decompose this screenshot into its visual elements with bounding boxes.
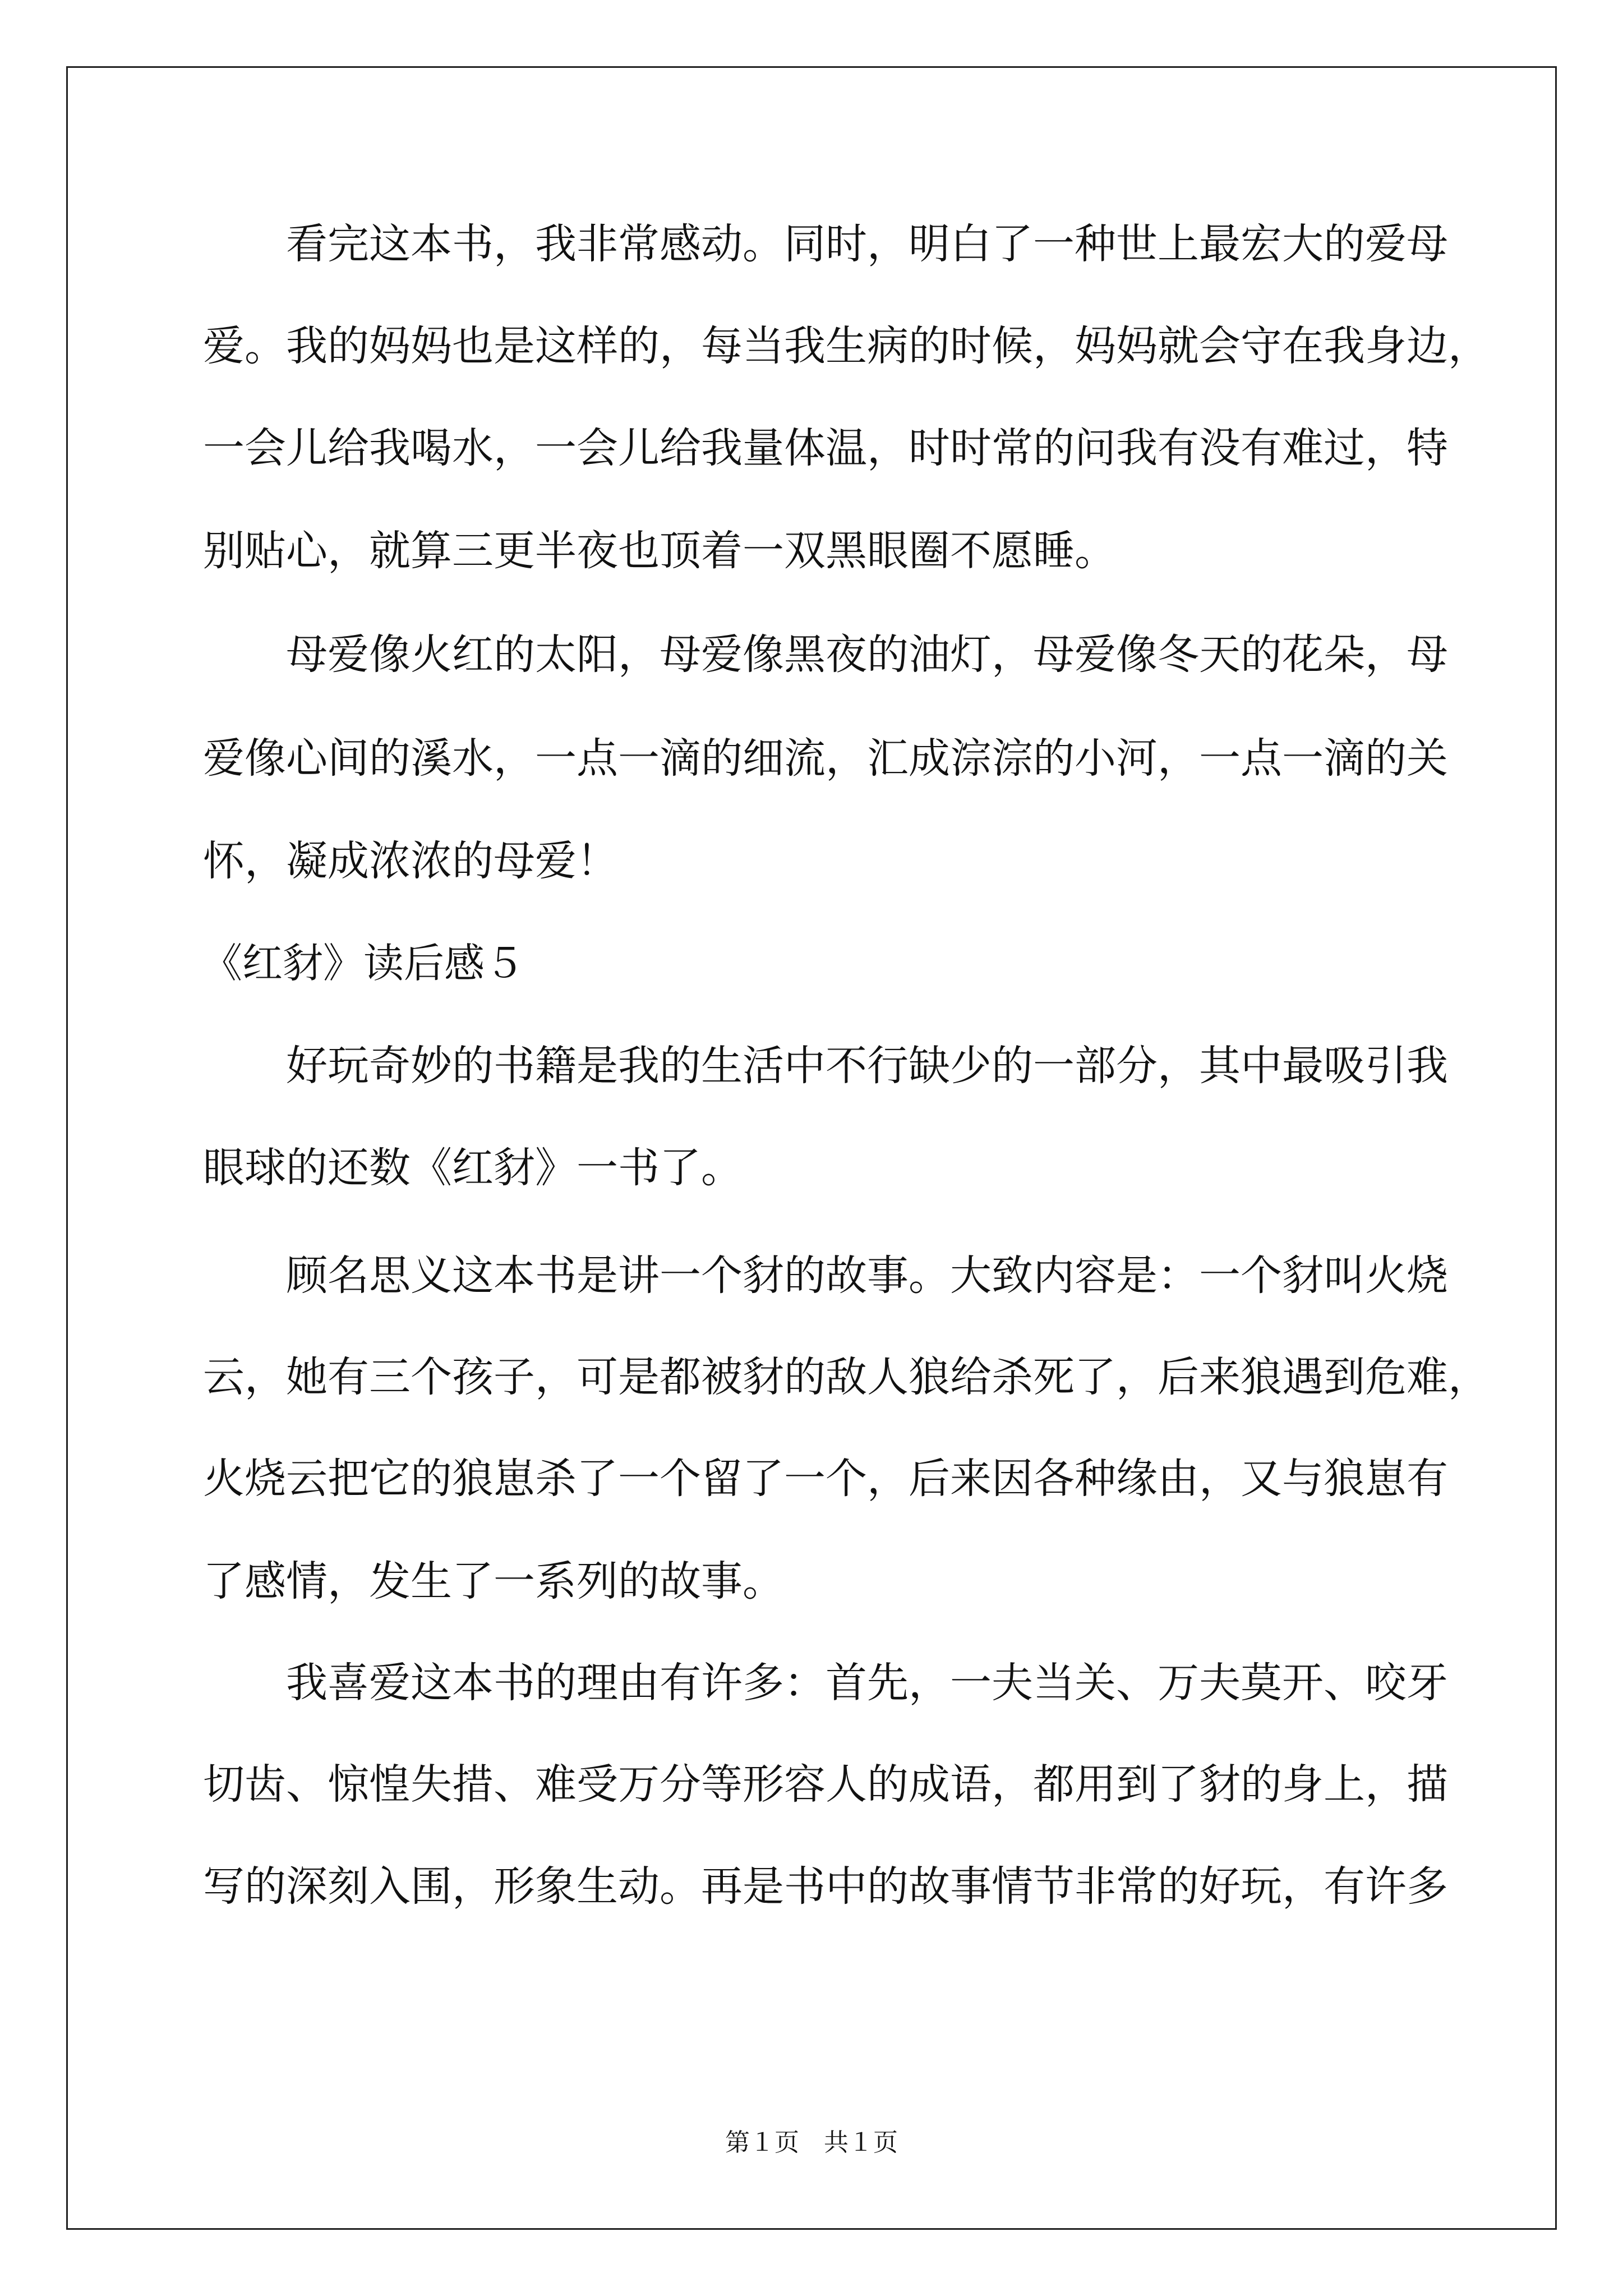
paragraph-2-line-3: 怀，凝成浓浓的母爱！ bbox=[203, 837, 618, 885]
paragraph-5-line-1: 我喜爱这本书的理由有许多：首先，一夫当关、万夫莫开、咬牙 bbox=[286, 1659, 1448, 1707]
paragraph-4-line-1: 顾名思义这本书是讲一个豺的故事。大致内容是：一个豺叫火烧 bbox=[286, 1251, 1448, 1300]
paragraph-2-line-1: 母爱像火红的太阳，母爱像黑夜的油灯，母爱像冬天的花朵，母 bbox=[286, 631, 1448, 679]
paragraph-1-line-2: 爱。我的妈妈也是这样的，每当我生病的时候，妈妈就会守在我身边， bbox=[203, 322, 1490, 370]
paragraph-2-line-2: 爱像心间的溪水，一点一滴的细流，汇成淙淙的小河，一点一滴的关 bbox=[203, 734, 1448, 783]
paragraph-4-line-2: 云，她有三个孩子，可是都被豺的敌人狼给杀死了，后来狼遇到危难， bbox=[203, 1353, 1490, 1401]
paragraph-1-line-3: 一会儿给我喝水，一会儿给我量体温，时时常的问我有没有难过，特 bbox=[203, 424, 1448, 472]
page-number-label: 第１页 bbox=[725, 2129, 799, 2156]
page-total-label: 共１页 bbox=[824, 2129, 898, 2156]
page-footer bbox=[0, 2126, 1623, 2160]
paragraph-4-line-4: 了感情，发生了一系列的故事。 bbox=[203, 1557, 784, 1605]
paragraph-3-line-2: 眼球的还数《红豺》一书了。 bbox=[203, 1144, 743, 1192]
paragraph-5-line-3: 写的深刻入围，形象生动。再是书中的故事情节非常的好玩，有许多 bbox=[203, 1862, 1448, 1911]
paragraph-4-line-3: 火烧云把它的狼崽杀了一个留了一个，后来因各种缘由，又与狼崽有 bbox=[203, 1455, 1448, 1503]
paragraph-5-line-2: 切齿、惊惶失措、难受万分等形容人的成语，都用到了豺的身上，描 bbox=[203, 1760, 1448, 1809]
section-heading: 《红豺》读后感５ bbox=[202, 940, 525, 987]
paragraph-3-line-1: 好玩奇妙的书籍是我的生活中不行缺少的一部分，其中最吸引我 bbox=[286, 1042, 1448, 1090]
paragraph-1-line-1: 看完这本书，我非常感动。同时，明白了一种世上最宏大的爱母 bbox=[286, 220, 1448, 268]
paragraph-1-line-4: 别贴心，就算三更半夜也顶着一双黑眼圈不愿睡。 bbox=[203, 527, 1116, 575]
